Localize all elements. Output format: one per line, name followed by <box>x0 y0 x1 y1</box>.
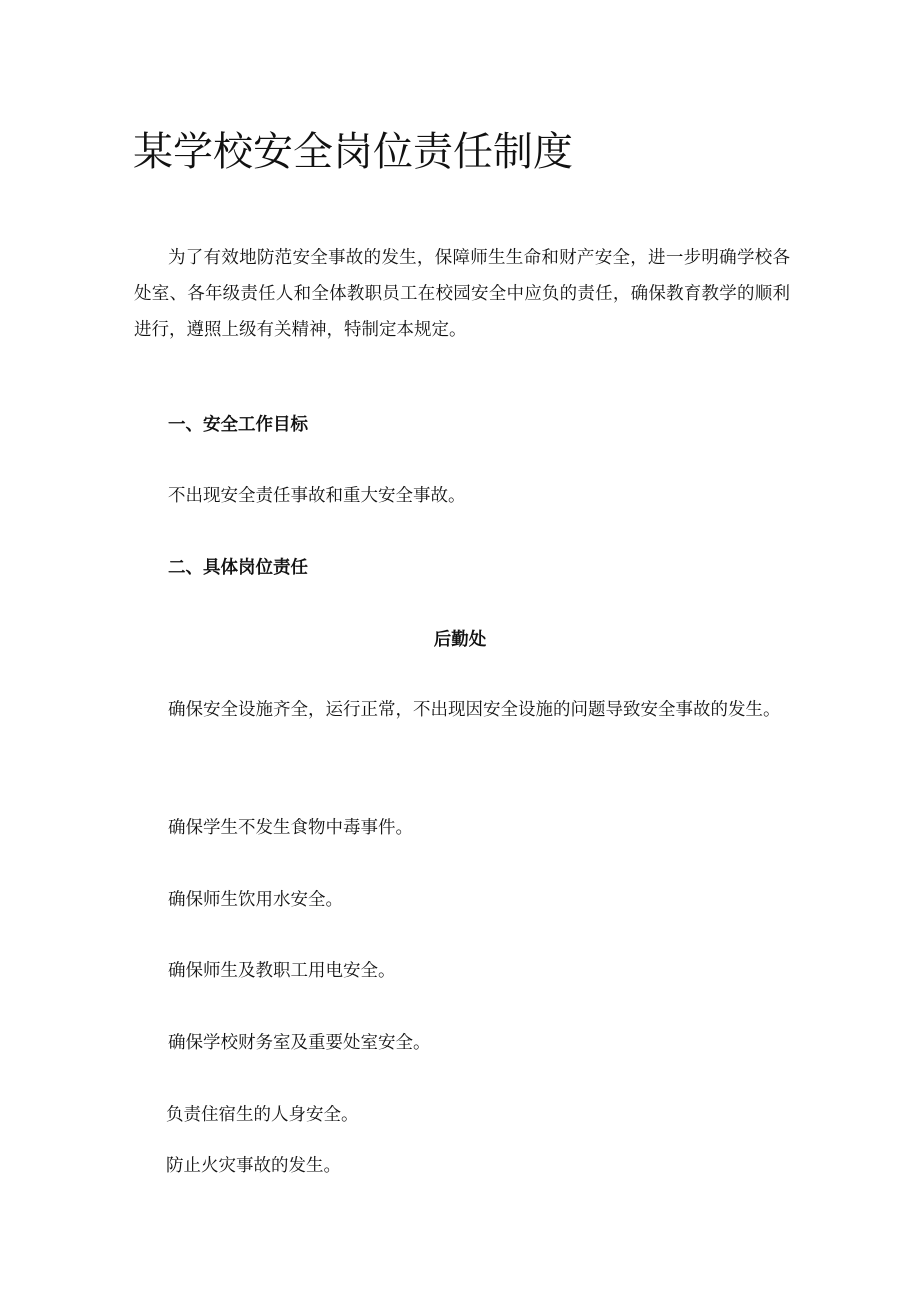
department-item: 确保安全设施齐全，运行正常，不出现因安全设施的问题导致安全事故的发生。 <box>168 700 781 720</box>
department-item: 负责住宿生的人身安全。 <box>166 1105 359 1125</box>
department-item: 确保师生饮用水安全。 <box>168 890 343 910</box>
section-heading-responsibilities: 二、具体岗位责任 <box>168 558 308 578</box>
goal-text: 不出现安全责任事故和重大安全事故。 <box>168 486 466 506</box>
department-item: 确保学生不发生食物中毒事件。 <box>168 818 413 838</box>
document-title: 某学校安全岗位责任制度 <box>133 129 573 175</box>
section-heading-goals: 一、安全工作目标 <box>168 415 308 435</box>
department-item: 确保学校财务室及重要处室安全。 <box>168 1033 431 1053</box>
department-item: 防止火灾事故的发生。 <box>166 1156 341 1176</box>
department-heading: 后勤处 <box>433 630 487 650</box>
department-item: 确保师生及教职工用电安全。 <box>168 961 396 981</box>
intro-paragraph: 为了有效地防范安全事故的发生，保障师生生命和财产安全，进一步明确学校各处室、各年级责任人和全体教职员工在校园安全中应负的责任，确保教育教学的顺利进行，遵照上级有关精神，特制定本规定。 <box>134 248 790 340</box>
